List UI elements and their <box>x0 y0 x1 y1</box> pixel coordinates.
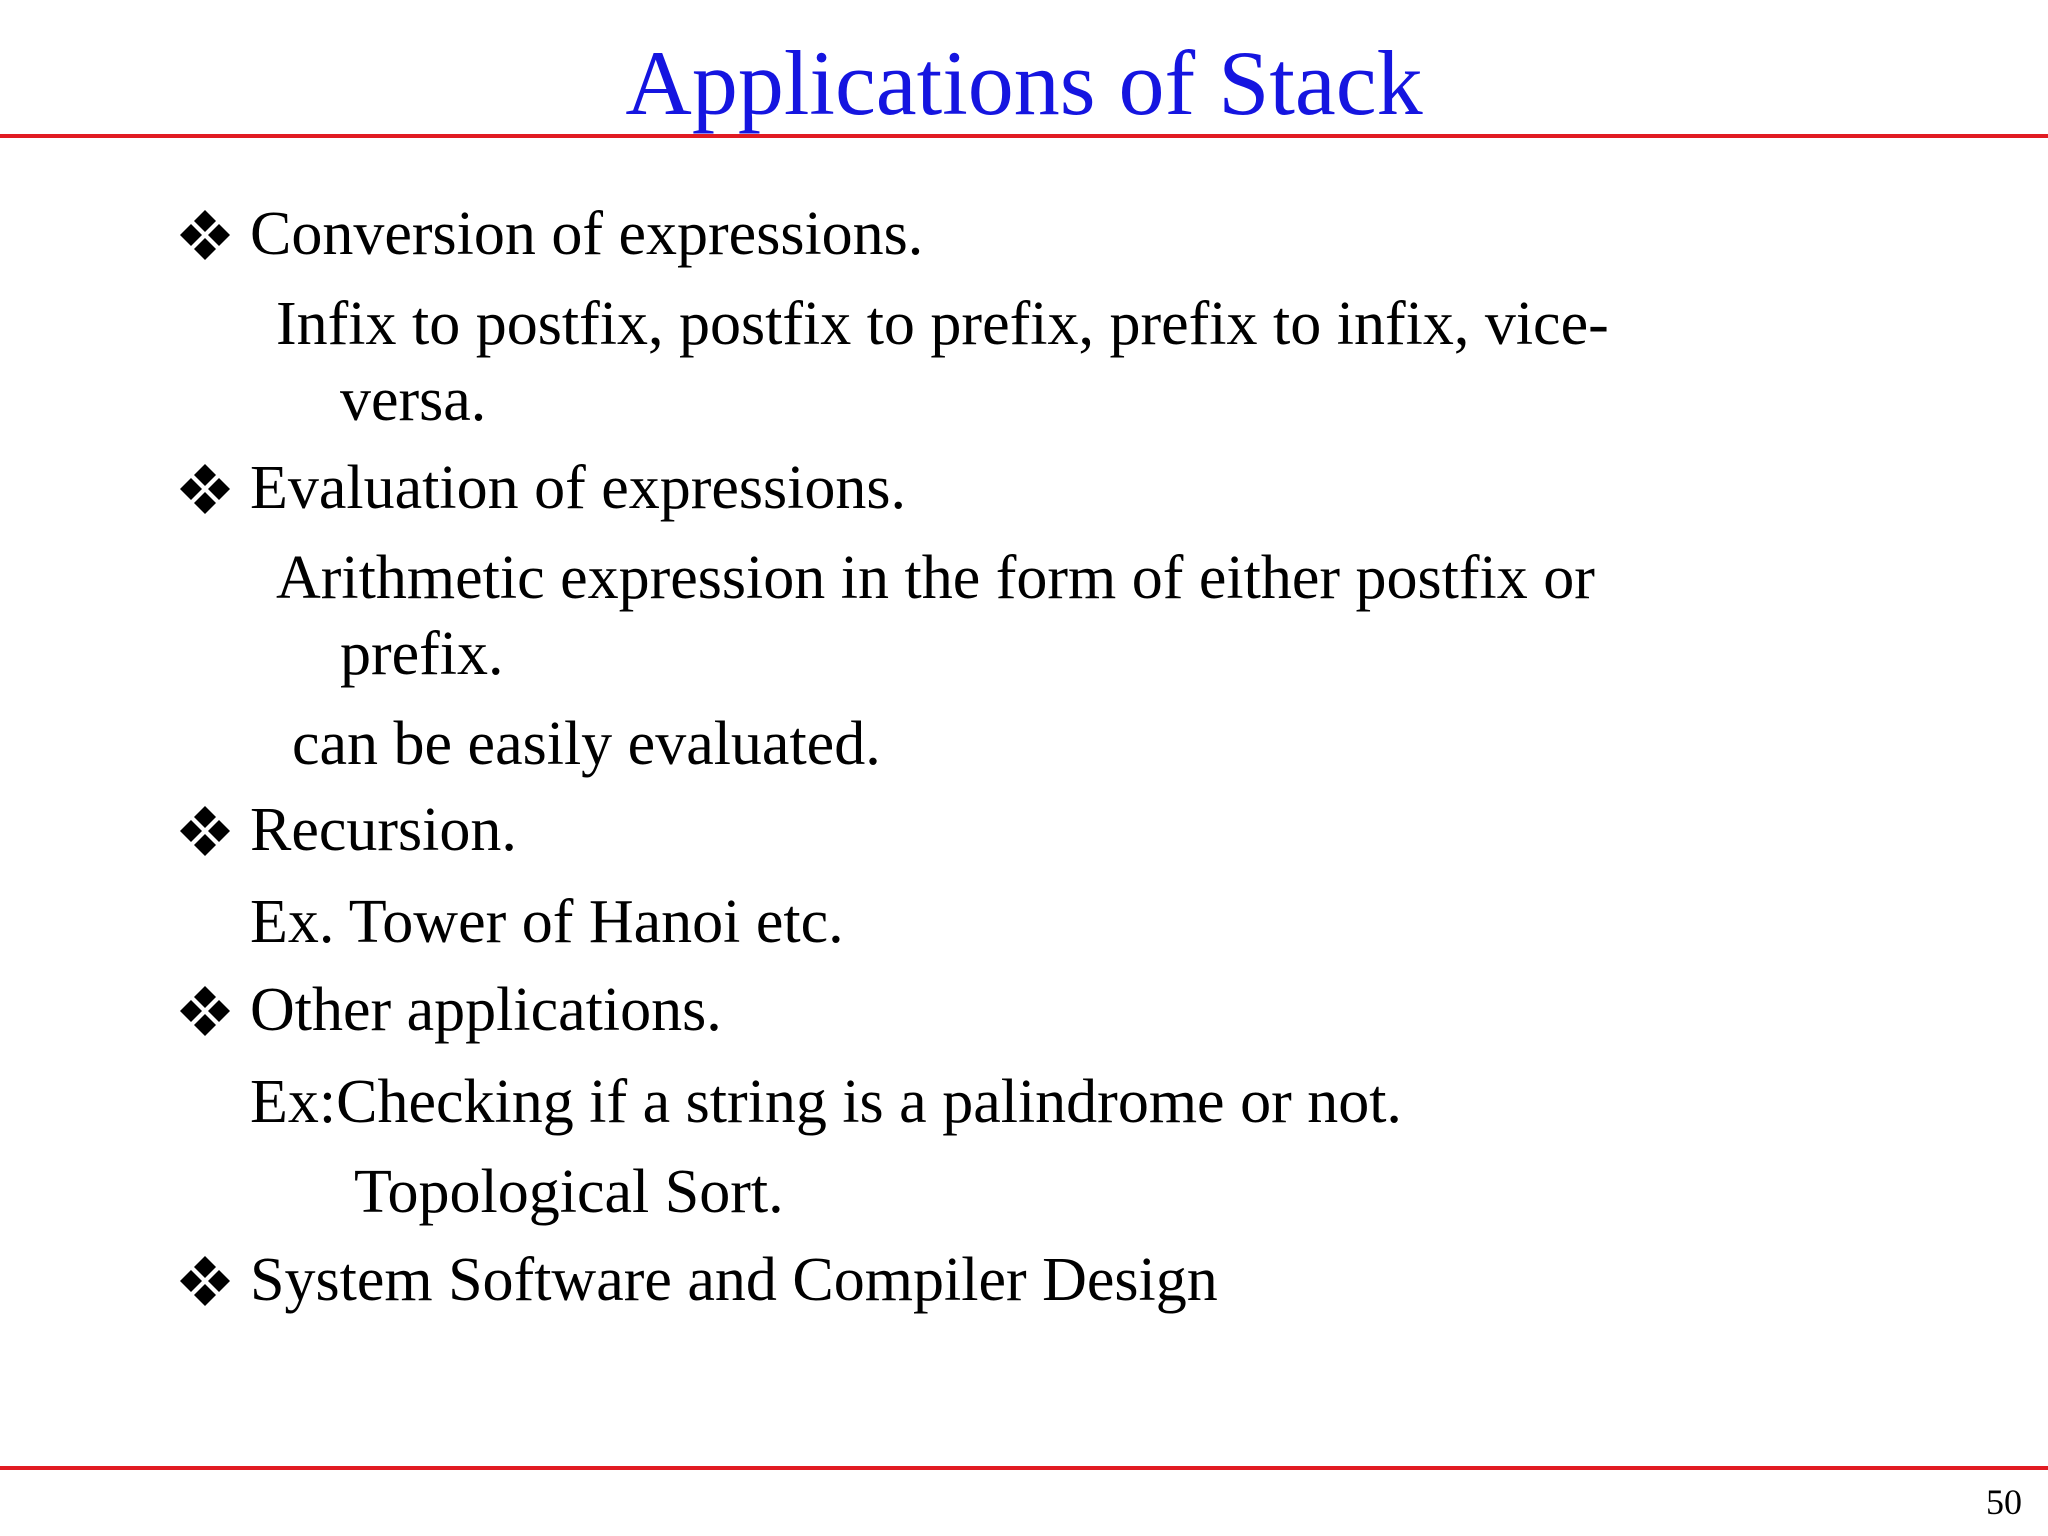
four-diamond-bullet-icon <box>176 1252 234 1310</box>
bullet-heading-conversion: Conversion of expressions. <box>250 200 924 268</box>
detail-line: versa. <box>340 366 487 434</box>
four-diamond-bullet-icon <box>176 206 234 264</box>
title-divider <box>0 134 2048 138</box>
detail-line: Ex:Checking if a string is a palindrome or not. <box>250 1068 1402 1136</box>
page-number: 50 <box>1986 1482 2022 1522</box>
detail-line: Topological Sort. <box>354 1158 784 1226</box>
detail-line: Ex. Tower of Hanoi etc. <box>250 888 844 956</box>
bullet-heading-system-software: System Software and Compiler Design <box>250 1246 1218 1314</box>
footer-divider <box>0 1466 2048 1470</box>
bullet-heading-recursion: Recursion. <box>250 796 517 864</box>
detail-line: Infix to postfix, postfix to prefix, prefix to infix, vice- <box>276 290 1609 358</box>
four-diamond-bullet-icon <box>176 982 234 1040</box>
detail-line: can be easily evaluated. <box>292 710 881 778</box>
four-diamond-bullet-icon <box>176 802 234 860</box>
four-diamond-bullet-icon <box>176 460 234 518</box>
detail-line: Arithmetic expression in the form of either postfix or <box>276 544 1595 612</box>
slide-title: Applications of Stack <box>625 32 1423 134</box>
bullet-heading-evaluation: Evaluation of expressions. <box>250 454 907 522</box>
detail-line: prefix. <box>340 620 504 688</box>
bullet-heading-other-applications: Other applications. <box>250 976 722 1044</box>
